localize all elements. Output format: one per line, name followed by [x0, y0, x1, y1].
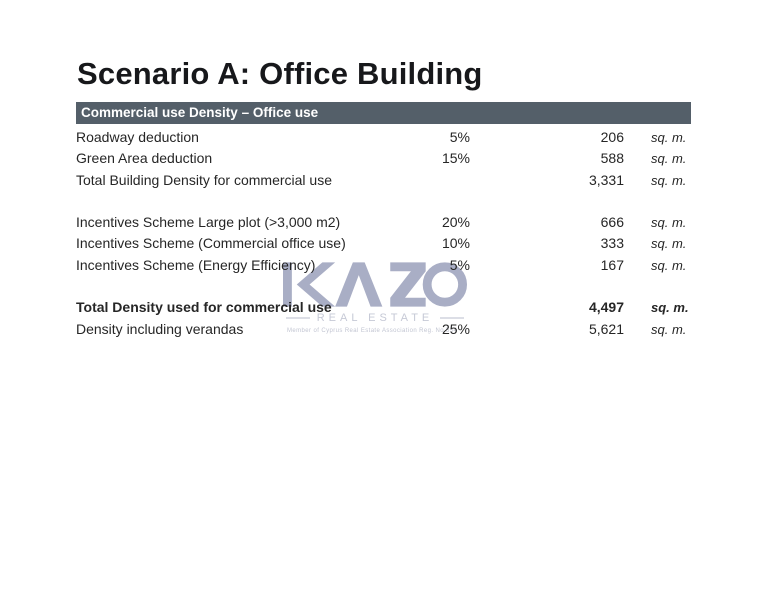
- table-header: Commercial use Density – Office use: [76, 102, 691, 124]
- table-body: [76, 127, 691, 340]
- row-value: 666: [600, 214, 624, 231]
- table-row: [76, 148, 691, 169]
- table-row: [76, 255, 691, 276]
- row-percent: 10%: [441, 235, 470, 252]
- table-row: [76, 170, 691, 191]
- table-row: [76, 233, 691, 254]
- table-row: [76, 212, 691, 233]
- row-value: 3,331: [588, 171, 624, 188]
- table-row: [76, 319, 691, 340]
- row-label: Density including verandas: [76, 320, 244, 337]
- row-percent: 5%: [449, 129, 470, 145]
- row-unit: sq. m.: [651, 130, 687, 145]
- row-unit: sq. m.: [651, 215, 687, 231]
- row-unit: sq. m.: [651, 172, 687, 188]
- row-value: 4,497: [588, 299, 624, 316]
- row-value: 5,621: [588, 320, 624, 337]
- watermark-subtitle: REAL ESTATE: [316, 312, 434, 324]
- row-label: Roadway deduction: [76, 129, 199, 145]
- row-unit: sq. m.: [651, 236, 687, 252]
- row-label: Total Building Density for commercial use: [76, 171, 332, 188]
- table-spacer-row: [76, 191, 691, 212]
- row-label: Total Density used for commercial use: [76, 299, 332, 316]
- row-value: 333: [600, 235, 624, 252]
- watermark-registration: Member of Cyprus Real Estate Association Reg. No 554: [287, 328, 458, 334]
- table-row: [76, 127, 691, 148]
- row-unit: sq. m.: [651, 151, 687, 167]
- row-unit: sq. m.: [651, 321, 687, 337]
- table-spacer-row: [76, 276, 691, 297]
- row-unit: sq. m.: [651, 300, 689, 316]
- row-percent: [375, 297, 470, 318]
- row-percent: 5%: [449, 256, 470, 273]
- table-row: [76, 297, 691, 318]
- row-label: Incentives Scheme (Commercial office use): [76, 235, 346, 252]
- density-table: [76, 102, 691, 340]
- row-value: 167: [600, 256, 624, 273]
- row-label: Incentives Scheme (Energy Efficiency): [76, 256, 316, 273]
- row-value: 588: [600, 150, 624, 167]
- row-unit: sq. m.: [651, 257, 687, 273]
- row-label: Green Area deduction: [76, 150, 213, 167]
- row-percent: 20%: [441, 214, 470, 231]
- row-percent: 15%: [441, 150, 470, 167]
- row-percent: [375, 170, 470, 191]
- row-label: Incentives Scheme Large plot (>3,000 m2): [76, 214, 341, 231]
- row-percent: 25%: [441, 320, 470, 337]
- page-title: Scenario A: Office Building: [77, 56, 483, 91]
- row-value: 206: [600, 129, 624, 145]
